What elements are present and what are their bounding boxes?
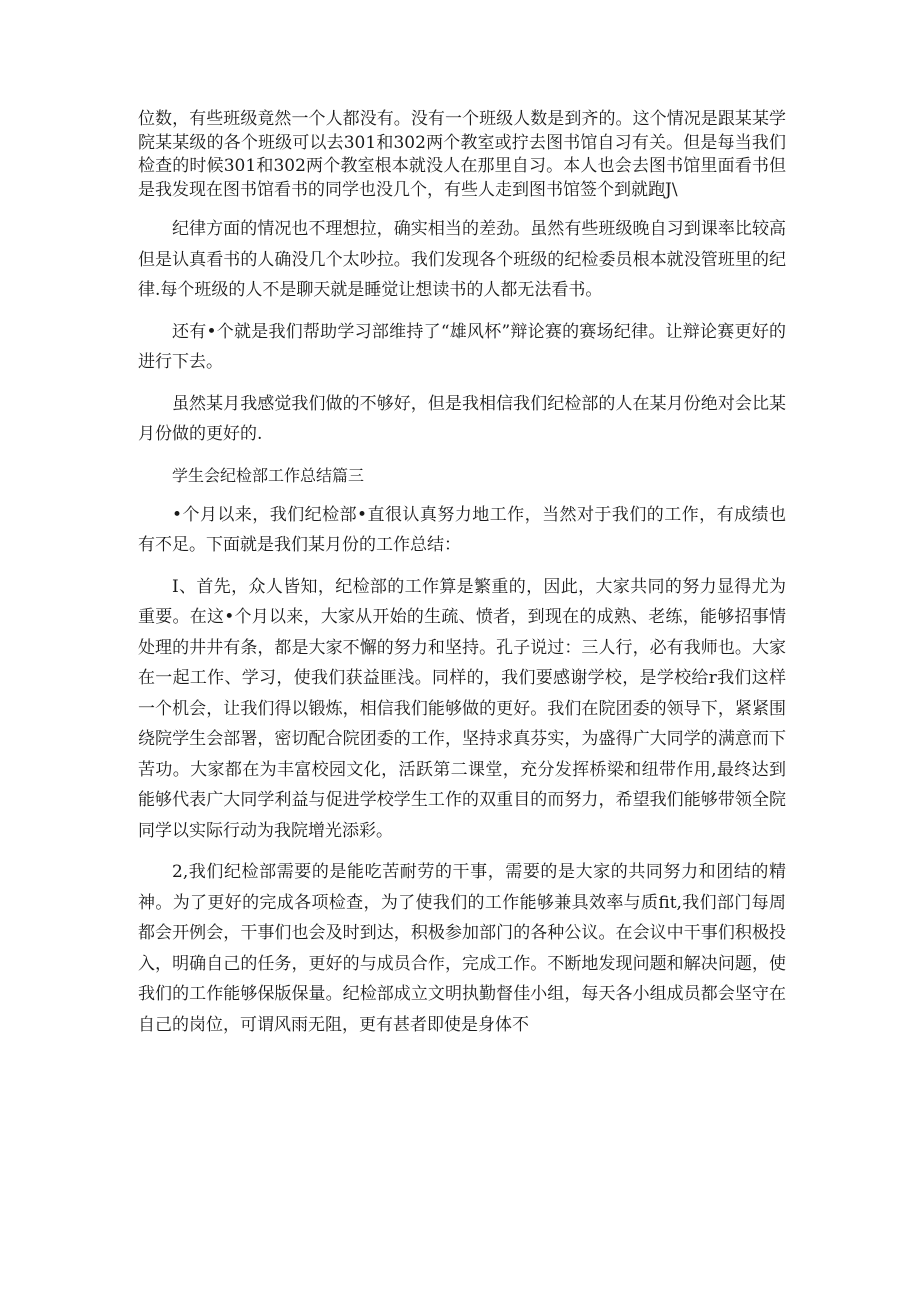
- paragraph-continuation: 位数，有些班级竟然一个人都没有。没有一个班级人数是到齐的。这个情况是跟某某学院某某级的各个班级可以去301和302两个教室或拧去图书馆自习有关。但是每当我们检查的时候301和302两个教室根本就没人在那里自习。本人也会去图书馆里面看书但是我发现在图书馆看书的同学也没几个，有些人走到图书馆签个到就跑J\: [138, 109, 786, 200]
- section-heading: 学生会纪检部工作总结篇三: [172, 465, 365, 485]
- paragraph-discipline: 纪律方面的情况也不理想拉，确实相当的差劲。虽然有些班级晚自习到课率比较高但是认真看书的人确没几个太吵拉。我们发现各个班级的纪检委员根本就没管班里的纪律.每个班级的人不是聊天就是睡觉让想读书的人都无法看书。: [138, 219, 786, 300]
- paragraph-point-2: 2,我们纪检部需要的是能吃苦耐劳的干事，需要的是大家的共同努力和团结的精神。为了更好的完成各项检查，为了使我们的工作能够兼具效率与质fit,我们部门每周都会开例会，干事们也会及时到达，积极参加部门的各种公议。在会议中干事们积极投入，明确自己的任务，更好的与成员合作，完成工作。不断地发现问题和解决问题，使我们的工作能够保版保量。纪检部成立文明执勤督佳小组，每天各小组成员都会坚守在自己的岗位，可谓风雨无阻，更有甚者即使是身体不: [138, 862, 786, 1035]
- paragraph-next-month: 虽然某月我感觉我们做的不够好，但是我相信我们纪检部的人在某月份绝对会比某月份做的更好的.: [138, 393, 786, 444]
- paragraph-intro: •个月以来，我们纪检部•直很认真努力地工作，当然对于我们的工作，有成绩也有不足。下面就是我们某月份的工作总结：: [138, 504, 786, 555]
- paragraph-point-1: I、首先，众人皆知，纪检部的工作算是繁重的，因此，大家共同的努力显得尤为重要。在这•个月以来，大家从开始的生疏、愤者，到现在的成熟、老练，能够招事情处理的井井有条，都是大家不懈的努力和坚持。孔子说过：三人行，必有我师也。大家在一起工作、学习，使我们获益匪浅。同样的，我们要感谢学校，是学校给r我们这样一个机会，让我们得以锻炼，相信我们能够做的更好。我们在院团委的领导下，紧紧围绕院学生会部署，密切配合院团委的工作，坚持求真芬实，为盛得广大同学的满意而下苦功。大家都在为丰富校园文化，活跃第二课堂，充分发挥桥梁和纽带作用,最终达到能够代表广大同学利益与促进学校学生工作的双重目的而努力，希望我们能够带领全院同学以实际行动为我院增光添彩。: [138, 576, 786, 841]
- paragraph-debate: 还有•个就是我们帮助学习部维持了“雄风杯”辩论赛的赛场纪律。让辩论赛更好的进行下去。: [138, 321, 786, 372]
- document-page: [138, 108, 786, 1051]
